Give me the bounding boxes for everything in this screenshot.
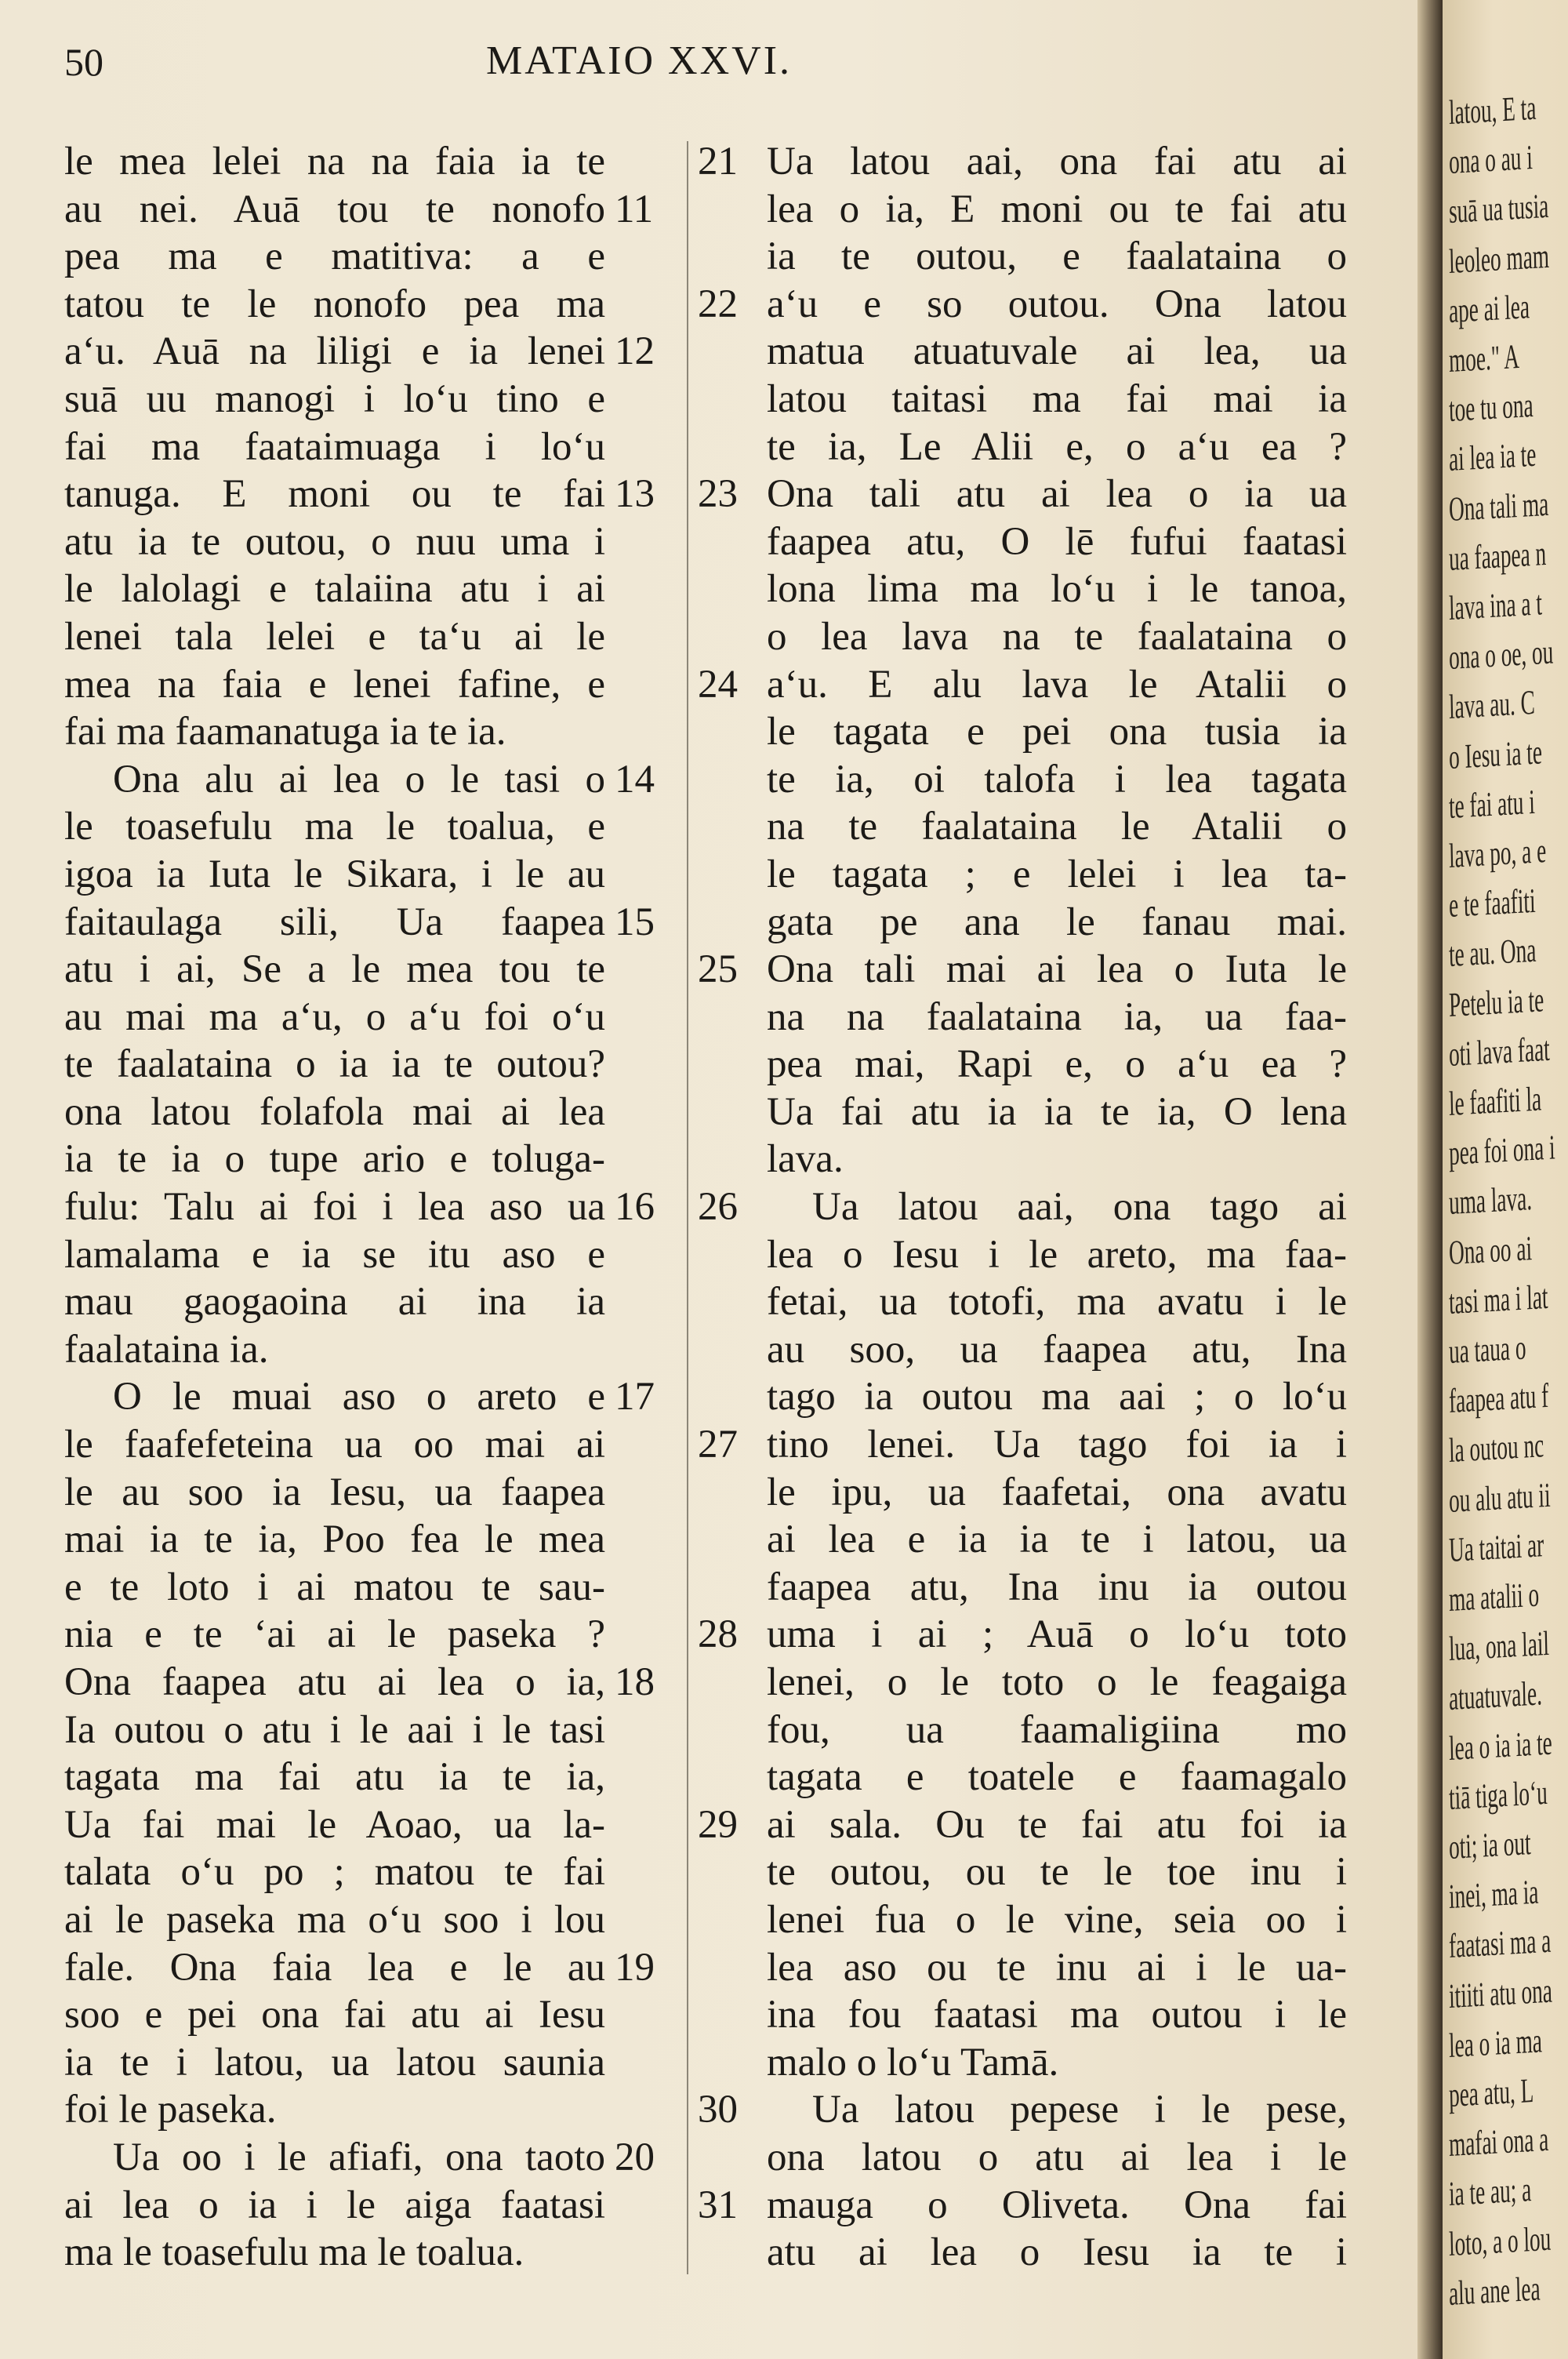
line-text: Ua latou aai, ona fai atu ai: [767, 140, 1347, 184]
text-line: [698, 1136, 1356, 1183]
facing-page-fragment: o Iesu ia te: [1448, 732, 1543, 776]
text-line: [698, 1754, 1356, 1801]
text-line: [64, 613, 684, 661]
line-text: te outou, ou te le toe inu i: [767, 1850, 1347, 1895]
text-line: [698, 708, 1356, 756]
text-line: [64, 1611, 684, 1659]
facing-page-fragment: pea foi ona i: [1448, 1128, 1556, 1173]
line-text: tagata ma fai atu ia te ia,: [64, 1755, 605, 1800]
text-line: [64, 2134, 684, 2182]
line-text: aʻu. E alu lava le Atalii o: [767, 662, 1347, 707]
text-line: [698, 1611, 1356, 1659]
facing-page-fragment: pea atu, L: [1448, 2070, 1534, 2114]
text-line: [698, 1041, 1356, 1089]
text-line: [698, 1707, 1356, 1754]
text-line: [64, 1707, 684, 1754]
book-gutter: [1417, 0, 1443, 2359]
line-text: ai sala. Ou te fai atu foi ia: [767, 1802, 1347, 1847]
line-text: le toasefulu ma le toalua, e: [64, 805, 605, 849]
text-line: [698, 1896, 1356, 1944]
facing-page-fragment: leoleo mam: [1448, 236, 1550, 281]
text-line: [64, 1991, 684, 2039]
facing-page-fragment: tiā tiga loʻu: [1448, 1772, 1548, 1817]
text-line: [64, 994, 684, 1041]
facing-page-fragment: ape ai lea: [1448, 287, 1530, 330]
facing-page-edge: [1443, 0, 1568, 2359]
text-line: [64, 1231, 684, 1279]
line-text: e te loto i ai matou te sau-: [64, 1565, 605, 1609]
facing-page-fragment: alu ane lea: [1448, 2269, 1541, 2313]
line-text: pea ma e matitiva: a e: [64, 234, 605, 279]
text-line: [64, 518, 684, 566]
text-line: [64, 851, 684, 899]
line-text: tagata e toatele e faamagalo: [767, 1755, 1347, 1800]
text-line: [698, 565, 1356, 613]
facing-page-fragment: oti; ia out: [1448, 1823, 1532, 1866]
verse-number: 24: [698, 662, 738, 707]
text-line: [698, 756, 1356, 804]
line-text: ai le paseka ma oʻu soo i lou: [64, 1897, 605, 1942]
text-line: [64, 803, 684, 851]
line-text: mea na faia e lenei fafine, e: [64, 662, 605, 707]
text-line: [698, 1326, 1356, 1374]
text-line: [64, 2182, 684, 2230]
text-line: [64, 233, 684, 281]
facing-page-fragment: uma lava.: [1448, 1179, 1533, 1223]
facing-page-fragment: ua taua o: [1448, 1328, 1526, 1371]
text-line: [698, 328, 1356, 376]
text-line: [64, 423, 684, 471]
facing-page-fragment: la outou nc: [1448, 1426, 1544, 1470]
text-line: [64, 1754, 684, 1801]
facing-page-fragment: faapea atu f: [1448, 1376, 1549, 1421]
facing-page-fragment: Petelu ia te: [1448, 980, 1544, 1024]
text-line: [64, 1136, 684, 1183]
text-line: [64, 1848, 684, 1896]
line-text: aʻu. Auā na liligi e ia lenei: [64, 329, 605, 374]
verse-number: 26: [698, 1185, 738, 1230]
line-text: malo o loʻu Tamā.: [767, 2040, 1059, 2085]
verse-number: 22: [698, 282, 738, 326]
line-text: lenei tala lelei e taʻu ai le: [64, 614, 605, 659]
line-text: pea mai, Rapi e, o aʻu ea ?: [767, 1042, 1347, 1087]
line-text: soo e pei ona fai atu ai Iesu: [64, 1993, 605, 2037]
line-text: Ona tali atu ai lea o ia ua: [767, 472, 1347, 517]
text-line: [698, 1421, 1356, 1469]
text-line: [698, 1278, 1356, 1326]
facing-page-fragment: Ona tali ma: [1448, 484, 1549, 529]
facing-page-fragment: toe tu ona: [1448, 386, 1534, 430]
text-line: [698, 803, 1356, 851]
line-text: ia te ia o tupe ario e toluga-: [64, 1137, 605, 1182]
line-text: latou taitasi ma fai mai ia: [767, 376, 1347, 421]
line-text: ona latou folafola mai ai lea: [64, 1089, 605, 1134]
left-column: [64, 138, 684, 2277]
line-text: Ua fai atu ia ia te ia, O lena: [767, 1089, 1347, 1134]
facing-page-fragment: ma atalii o: [1448, 1575, 1540, 1619]
line-text: tatou te le nonofo pea ma: [64, 282, 605, 326]
text-line: [64, 328, 684, 376]
text-line: [64, 1564, 684, 1612]
text-line: [698, 613, 1356, 661]
line-text: lea o Iesu i le areto, ma faa-: [767, 1232, 1347, 1277]
line-text: suā uu manogi i loʻu tino e: [64, 376, 605, 421]
line-text: gata pe ana le fanau mai.: [767, 900, 1347, 944]
line-text: talata oʻu po ; matou te fai: [64, 1850, 605, 1895]
line-text: ia te outou, e faalataina o: [767, 234, 1347, 279]
text-line: [698, 1801, 1356, 1849]
text-line: [698, 1469, 1356, 1517]
line-text: atu ai lea o Iesu ia te i: [767, 2230, 1347, 2275]
text-line: [698, 946, 1356, 994]
facing-page-fragment: te fai atu i: [1448, 782, 1536, 826]
line-text: O le muai aso o areto e: [113, 1375, 605, 1419]
text-line: [64, 2229, 684, 2277]
text-line: [64, 1421, 684, 1469]
text-line: [698, 2134, 1356, 2182]
line-text: lea o ia, E moni ou te fai atu: [767, 187, 1347, 231]
facing-page-fragment: faatasi ma a: [1448, 1921, 1552, 1966]
text-line: [698, 2182, 1356, 2230]
text-line: [698, 376, 1356, 423]
text-line: [64, 1801, 684, 1849]
text-line: [698, 2086, 1356, 2134]
line-text: le lalolagi e talaiina atu i ai: [64, 567, 605, 612]
verse-number: 20: [615, 2135, 655, 2179]
line-text: igoa ia Iuta le Sikara, i le au: [64, 852, 605, 896]
text-line: [64, 1183, 684, 1231]
line-text: Ua latou pepese i le pese,: [812, 2088, 1347, 2132]
line-text: au soo, ua faapea atu, Ina: [767, 1327, 1347, 1372]
text-line: [64, 756, 684, 804]
verse-number: 16: [615, 1185, 655, 1230]
text-line: [698, 1089, 1356, 1136]
facing-page-fragment: ai lea ia te: [1448, 435, 1537, 479]
text-line: [64, 1278, 684, 1326]
line-text: Ona faapea atu ai lea o ia,: [64, 1660, 605, 1704]
line-text: te faalataina o ia ia te outou?: [64, 1042, 605, 1087]
line-text: tanuga. E moni ou te fai: [64, 472, 605, 517]
facing-page-fragment: oti lava faat: [1448, 1029, 1551, 1074]
facing-page-fragment: Ua taitai ar: [1448, 1525, 1544, 1569]
text-line: [64, 1659, 684, 1707]
text-line: [64, 1896, 684, 1944]
text-line: [64, 376, 684, 423]
line-text: ma le toasefulu ma le toalua.: [64, 2230, 524, 2275]
line-text: le faafefeteina ua oo mai ai: [64, 1423, 605, 1467]
right-column: [698, 138, 1356, 2277]
verse-number: 14: [615, 757, 655, 801]
verse-number: 19: [615, 1945, 655, 1990]
text-line: [698, 471, 1356, 518]
line-text: le tagata e pei ona tusia ia: [767, 710, 1347, 754]
text-line: [64, 471, 684, 518]
line-text: fai ma faataimuaga i loʻu: [64, 424, 605, 469]
verse-number: 30: [698, 2088, 738, 2132]
text-line: [698, 1659, 1356, 1707]
line-text: mai ia te ia, Poo fea le mea: [64, 1518, 605, 1562]
text-line: [64, 1089, 684, 1136]
facing-page-fragment: mafai ona a: [1448, 2120, 1549, 2165]
text-line: [698, 186, 1356, 234]
line-text: Ua latou aai, ona tago ai: [812, 1185, 1347, 1230]
verse-number: 29: [698, 1802, 738, 1847]
text-line: [64, 1469, 684, 1517]
facing-page-fragment: ona o au i: [1448, 138, 1534, 182]
line-text: le au soo ia Iesu, ua faapea: [64, 1470, 605, 1514]
facing-page-fragment: latou, E ta: [1448, 88, 1537, 132]
text-line: [698, 1231, 1356, 1279]
verse-number: 18: [615, 1660, 655, 1704]
facing-page-fragment: lava po, a e: [1448, 831, 1547, 875]
facing-page-fragment: atuatuvale.: [1448, 1674, 1543, 1718]
line-text: faapea atu, O lē fufui faatasi: [767, 519, 1347, 564]
facing-page-fragment: ona o oe, ou: [1448, 632, 1554, 678]
line-text: tago ia outou ma aai ; o loʻu: [767, 1375, 1347, 1419]
text-line: [698, 2229, 1356, 2277]
line-text: foi le paseka.: [64, 2088, 277, 2132]
text-line: [698, 233, 1356, 281]
text-line: [64, 1326, 684, 1374]
line-text: lava.: [767, 1137, 844, 1182]
verse-number: 15: [615, 900, 655, 944]
facing-page-fragment: itiiti atu ona: [1448, 1971, 1553, 2016]
running-head: MATAIO XXVI.: [486, 38, 793, 83]
line-text: faapea atu, Ina inu ia outou: [767, 1565, 1347, 1609]
line-text: mau gaogaoina ai ina ia: [64, 1280, 605, 1325]
facing-page-fragment: lava au. C: [1448, 683, 1536, 727]
facing-page-fragment: lua, ona lail: [1448, 1623, 1550, 1669]
verse-number: 12: [615, 329, 655, 374]
text-line: [64, 2039, 684, 2087]
verse-number: 17: [615, 1375, 655, 1419]
line-text: Ua oo i le afiafi, ona taoto: [113, 2135, 605, 2179]
text-line: [698, 1183, 1356, 1231]
line-text: na na faalataina ia, ua faa-: [767, 994, 1347, 1039]
verse-number: 25: [698, 947, 738, 992]
text-line: [698, 851, 1356, 899]
line-text: le ipu, ua faafetai, ona avatu: [767, 1470, 1347, 1514]
text-line: [698, 281, 1356, 329]
verse-number: 13: [615, 472, 655, 517]
text-line: [698, 1564, 1356, 1612]
verse-number: 28: [698, 1612, 738, 1657]
line-text: le tagata ; e lelei i lea ta-: [767, 852, 1347, 896]
line-text: nia e te ʻai ai le paseka ?: [64, 1612, 605, 1657]
line-text: lona lima ma loʻu i le tanoa,: [767, 567, 1347, 612]
text-line: [698, 2039, 1356, 2087]
text-line: [698, 1516, 1356, 1564]
text-line: [698, 661, 1356, 709]
text-line: [698, 423, 1356, 471]
line-text: fetai, ua totofi, ma avatu i le: [767, 1280, 1347, 1325]
text-line: [64, 1373, 684, 1421]
line-text: lea aso ou te inu ai i le ua-: [767, 1945, 1347, 1990]
verse-number: 23: [698, 472, 738, 517]
facing-page-fragment: loto, a o lou: [1448, 2219, 1552, 2263]
facing-page-fragment: inei, ma ia: [1448, 1872, 1539, 1917]
facing-page-fragment: lea o ia ma: [1448, 2021, 1543, 2065]
line-text: ona latou o atu ai lea i le: [767, 2135, 1347, 2179]
text-line: [698, 1373, 1356, 1421]
facing-page-fragment: lea o ia ia te: [1448, 1723, 1553, 1768]
line-text: mauga o Oliveta. Ona fai: [767, 2183, 1347, 2227]
line-text: uma i ai ; Auā o loʻu toto: [767, 1612, 1347, 1657]
line-text: fou, ua faamaligiina mo: [767, 1707, 1347, 1752]
line-text: na te faalataina le Atalii o: [767, 805, 1347, 849]
text-line: [698, 1848, 1356, 1896]
facing-page-fragment: suā ua tusia: [1448, 187, 1549, 231]
line-text: Ona tali mai ai lea o Iuta le: [767, 947, 1347, 992]
text-line: [64, 946, 684, 994]
line-text: le mea lelei na na faia ia te: [64, 140, 605, 184]
line-text: lenei, o le toto o le feagaiga: [767, 1660, 1347, 1704]
line-text: te ia, Le Alii e, o aʻu ea ?: [767, 424, 1347, 469]
text-line: [698, 1944, 1356, 1992]
line-text: aʻu e so outou. Ona latou: [767, 282, 1347, 326]
line-text: lamalama e ia se itu aso e: [64, 1232, 605, 1277]
line-text: au nei. Auā tou te nonofo: [64, 187, 605, 231]
text-line: [64, 281, 684, 329]
facing-page-fragment: moe." A: [1448, 336, 1520, 380]
text-line: [64, 661, 684, 709]
line-text: Ua fai mai le Aoao, ua la-: [64, 1802, 605, 1847]
line-text: Ona alu ai lea o le tasi o: [113, 757, 605, 801]
line-text: te ia, oi talofa i lea tagata: [767, 757, 1347, 801]
line-text: Ia outou o atu i le aai i le tasi: [64, 1707, 605, 1752]
verse-number: 21: [698, 140, 738, 184]
facing-page-fragment: ua faapea n: [1448, 533, 1547, 578]
line-text: fale. Ona faia lea e le au: [64, 1945, 605, 1990]
facing-page-fragment: ou alu atu ii: [1448, 1475, 1552, 1520]
text-line: [64, 1041, 684, 1089]
line-text: fai ma faamanatuga ia te ia.: [64, 710, 506, 754]
facing-page-fragment: Ona oo ai: [1448, 1228, 1533, 1272]
facing-page-fragment: tasi ma i lat: [1448, 1277, 1548, 1321]
line-text: atu ia te outou, o nuu uma i: [64, 519, 605, 564]
line-text: ia te i latou, ua latou saunia: [64, 2040, 605, 2085]
text-line: [698, 899, 1356, 947]
verse-number: 11: [615, 187, 654, 231]
verse-number: 31: [698, 2183, 738, 2227]
text-line: [698, 518, 1356, 566]
line-text: ai lea e ia ia te i latou, ua: [767, 1518, 1347, 1562]
line-text: tino lenei. Ua tago foi ia i: [767, 1423, 1347, 1467]
text-line: [64, 1516, 684, 1564]
text-line: [64, 1944, 684, 1992]
line-text: atu i ai, Se a le mea tou te: [64, 947, 605, 992]
text-line: [64, 138, 684, 186]
facing-page-fragment: ia te au; a: [1448, 2170, 1532, 2214]
line-text: ina fou faatasi ma outou i le: [767, 1993, 1347, 2037]
text-line: [698, 138, 1356, 186]
line-text: fulu: Talu ai foi i lea aso ua: [64, 1185, 605, 1230]
column-divider: [687, 141, 688, 2274]
line-text: faitaulaga sili, Ua faapea: [64, 900, 605, 944]
verse-number: 27: [698, 1423, 738, 1467]
line-text: matua atuatuvale ai lea, ua: [767, 329, 1347, 374]
facing-page-fragment: lava ina a t: [1448, 583, 1543, 627]
facing-page-fragment: e te faafiti: [1448, 881, 1537, 925]
facing-page-fragment: te au. Ona: [1448, 931, 1537, 975]
text-line: [64, 565, 684, 613]
text-line: [698, 1991, 1356, 2039]
text-line: [698, 994, 1356, 1041]
text-line: [64, 186, 684, 234]
line-text: lenei fua o le vine, seia oo i: [767, 1897, 1347, 1942]
line-text: ai lea o ia i le aiga faatasi: [64, 2183, 605, 2227]
line-text: faalataina ia.: [64, 1327, 269, 1372]
text-line: [64, 2086, 684, 2134]
facing-page-fragment: le faafiti la: [1448, 1079, 1542, 1123]
line-text: o lea lava na te faalataina o: [767, 614, 1347, 659]
page-number: 50: [64, 40, 103, 84]
text-line: [64, 899, 684, 947]
text-line: [64, 708, 684, 756]
line-text: au mai ma aʻu, o aʻu foi oʻu: [64, 994, 605, 1039]
